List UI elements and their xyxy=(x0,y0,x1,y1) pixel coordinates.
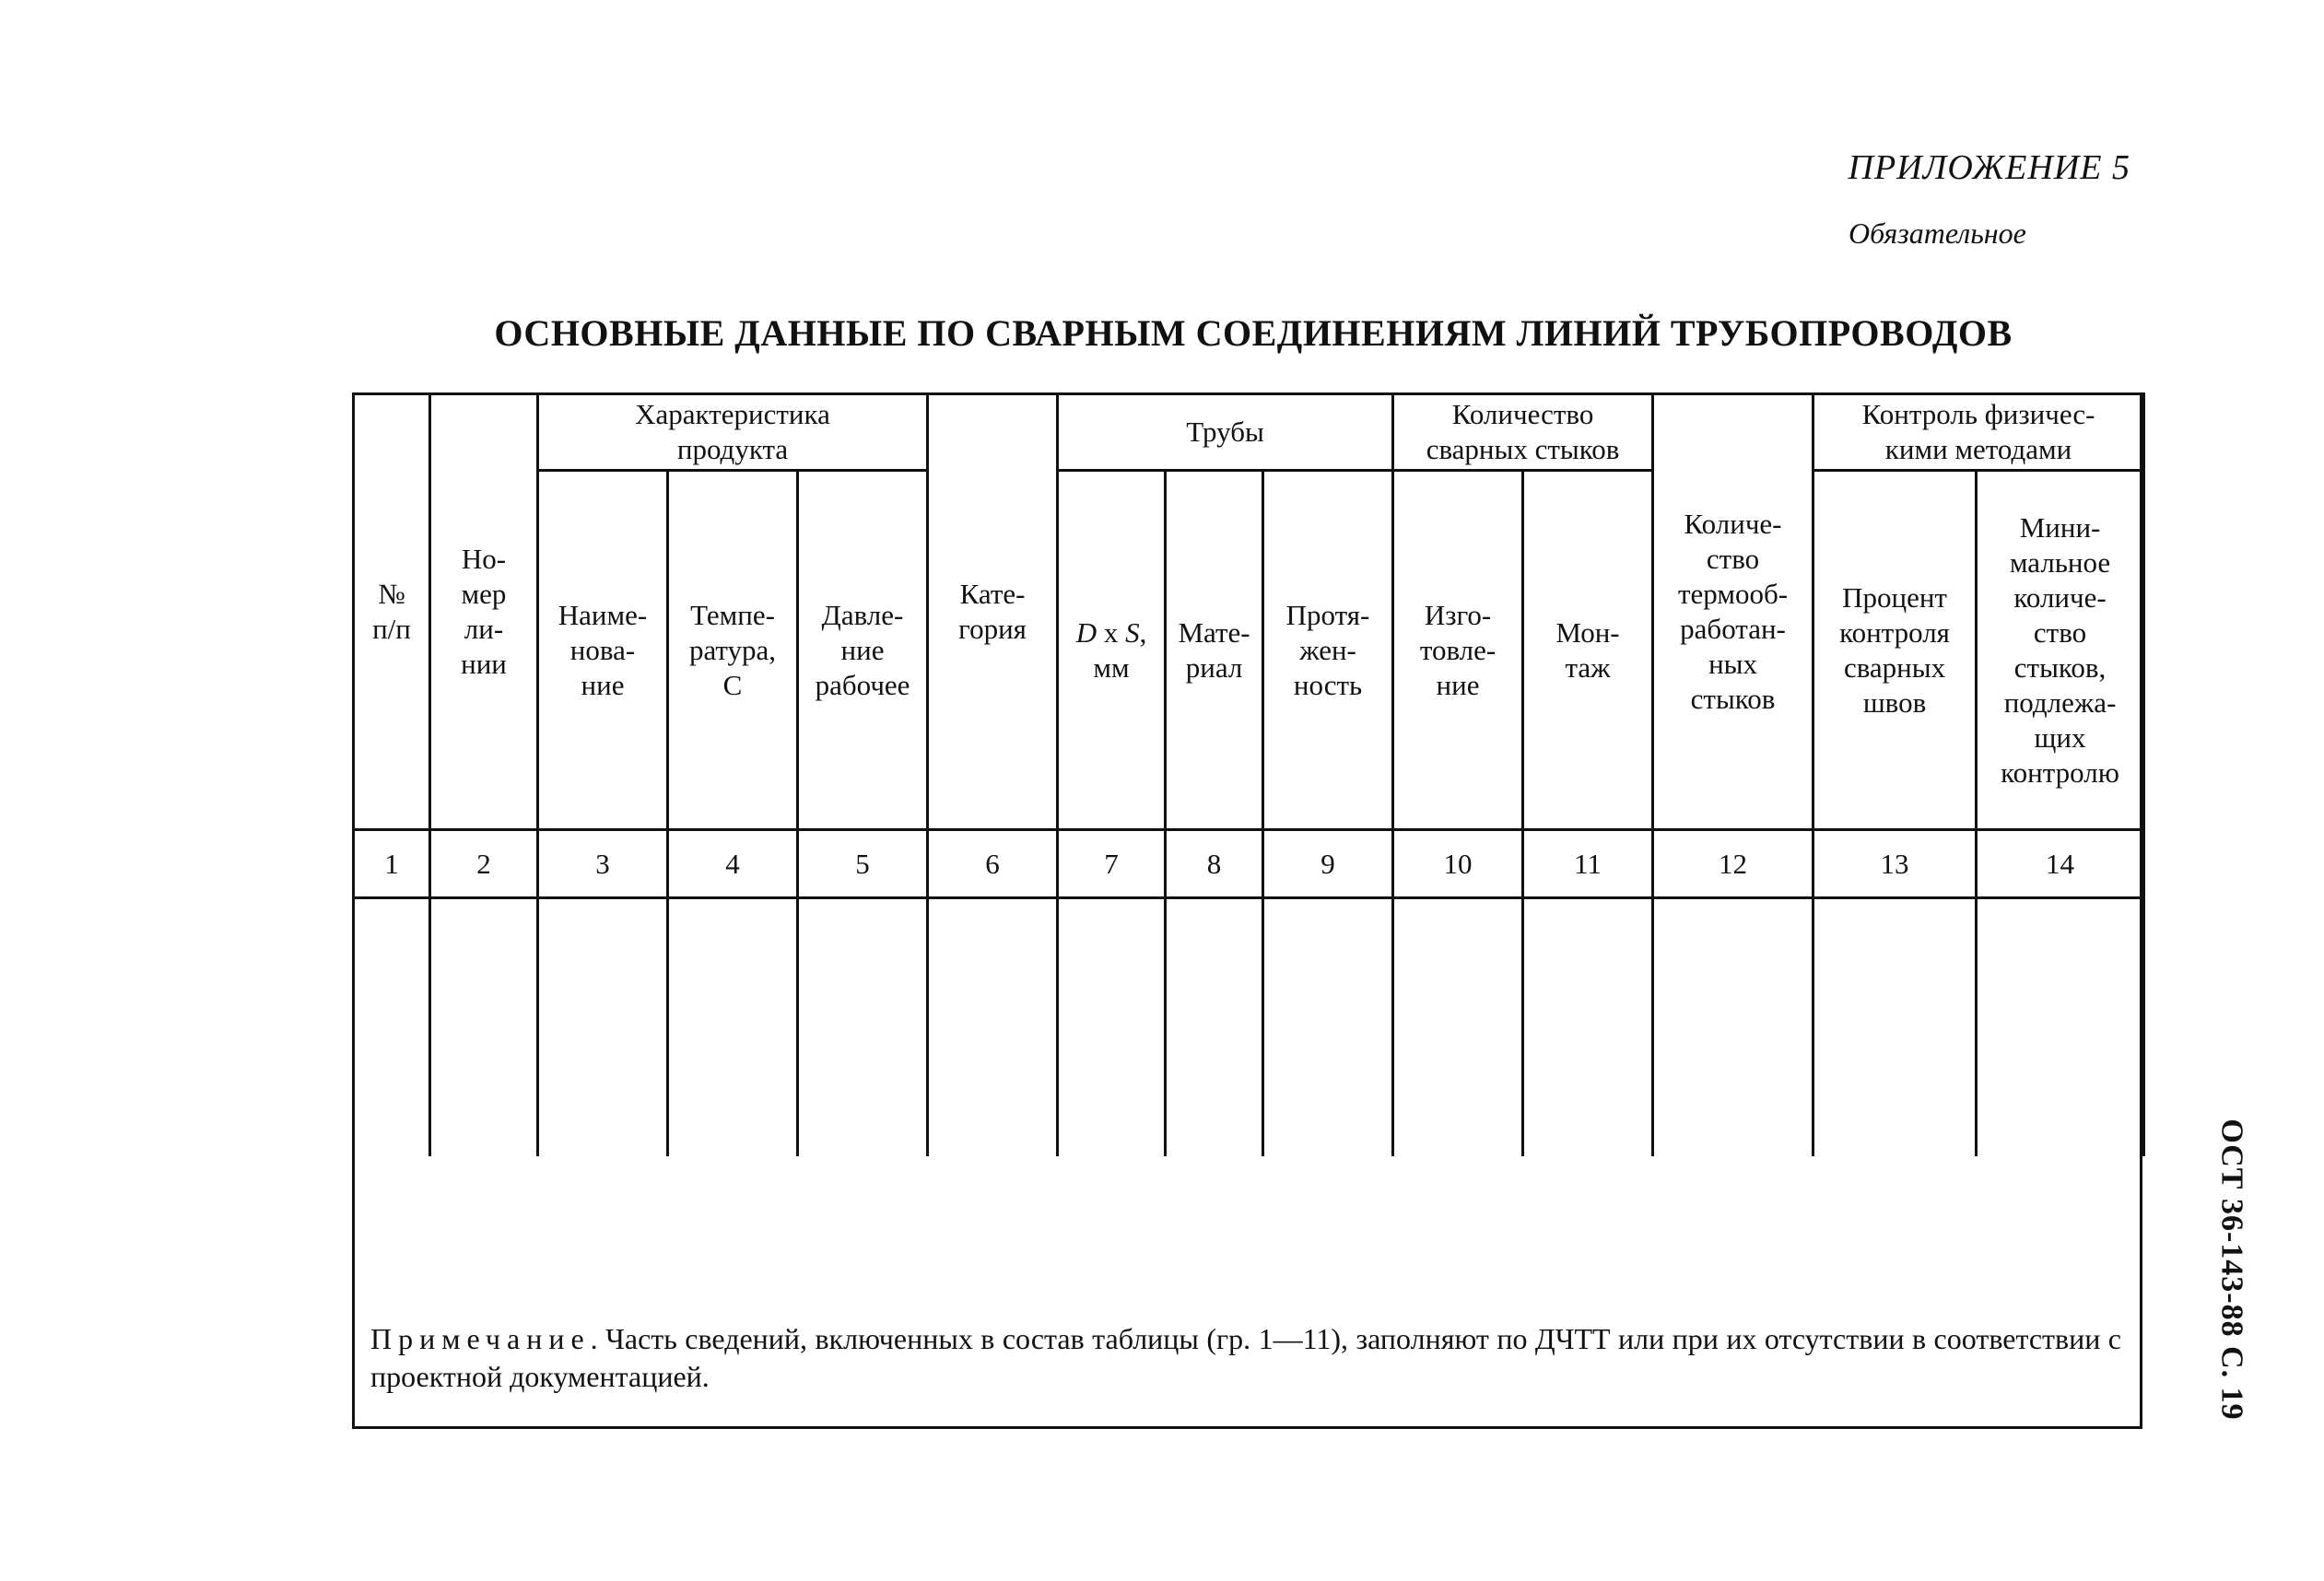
empty-cell xyxy=(1653,898,1813,1156)
empty-cell xyxy=(928,898,1058,1156)
header-control-group: Контроль физичес- кими методами xyxy=(1813,394,2144,471)
page-title: ОСНОВНЫЕ ДАННЫЕ ПО СВАРНЫМ СОЕДИНЕНИЯМ ЛИНИЙ ТРУБОПРОВОДОВ xyxy=(494,312,2013,354)
empty-cell xyxy=(430,898,538,1156)
header-material: Мате- риал xyxy=(1166,471,1263,830)
dxs-rest: , мм xyxy=(1093,615,1147,684)
header-product-group: Характеристика продукта xyxy=(538,394,928,471)
dxs-s: S xyxy=(1125,615,1140,649)
header-pressure: Давле- ние рабочее xyxy=(798,471,928,830)
column-number: 12 xyxy=(1653,830,1813,898)
welds-table xyxy=(352,392,2145,1156)
empty-cell xyxy=(1393,898,1523,1156)
header-heat-treated: Количе- ство термооб- работан- ных стыков xyxy=(1653,394,1813,830)
column-number: 11 xyxy=(1523,830,1653,898)
column-number: 3 xyxy=(538,830,668,898)
header-temperature: Темпе- ратура, С xyxy=(668,471,798,830)
header-manufacture: Изго- товле- ние xyxy=(1393,471,1523,830)
header-joints-group: Количество сварных стыков xyxy=(1393,394,1653,471)
dxs-d: D xyxy=(1075,615,1097,649)
empty-cell xyxy=(538,898,668,1156)
dxs-x: х xyxy=(1097,615,1126,649)
column-number: 7 xyxy=(1058,830,1166,898)
header-line-number: Но- мер ли- нии xyxy=(430,394,538,830)
column-number: 14 xyxy=(1977,830,2144,898)
empty-cell xyxy=(1977,898,2144,1156)
empty-cell xyxy=(1813,898,1977,1156)
column-number: 4 xyxy=(668,830,798,898)
header-dxs xyxy=(1058,471,1166,830)
column-number: 2 xyxy=(430,830,538,898)
table-note xyxy=(370,1320,2121,1396)
appendix-label: ПРИЛОЖЕНИЕ 5 xyxy=(1848,148,2130,187)
column-number: 5 xyxy=(798,830,928,898)
header-pipes-group: Трубы xyxy=(1058,394,1393,471)
empty-cell xyxy=(1523,898,1653,1156)
empty-cell xyxy=(1058,898,1166,1156)
header-min-joints: Мини- мальное количе- ство стыков, подлежа- щих контролю xyxy=(1977,471,2144,830)
column-number: 6 xyxy=(928,830,1058,898)
header-category: Кате- гория xyxy=(928,394,1058,830)
header-length: Протя- жен- ность xyxy=(1263,471,1393,830)
header-control-percent: Процент контроля сварных швов xyxy=(1813,471,1977,830)
empty-cell xyxy=(354,898,430,1156)
column-number: 13 xyxy=(1813,830,1977,898)
header-name: Наиме- нова- ние xyxy=(538,471,668,830)
side-label-text: ОСТ 36-143-88 С. 19 xyxy=(2215,1118,2250,1421)
empty-cell xyxy=(1166,898,1263,1156)
header-assembly: Мон- таж xyxy=(1523,471,1653,830)
empty-cell xyxy=(1263,898,1393,1156)
note-label: Примечание xyxy=(370,1322,591,1355)
column-number: 9 xyxy=(1263,830,1393,898)
column-number: 10 xyxy=(1393,830,1523,898)
mandatory-label: Обязательное xyxy=(1849,217,2026,250)
column-number: 8 xyxy=(1166,830,1263,898)
document-side-label xyxy=(2203,1110,2260,1428)
note-text: . Часть сведений, включенных в состав таблицы (гр. 1—11), заполняют по ДЧТТ или при их отсутствии в соответствии с проектной документацией. xyxy=(370,1322,2121,1393)
empty-cell xyxy=(668,898,798,1156)
empty-cell xyxy=(798,898,928,1156)
header-no: № п/п xyxy=(354,394,430,830)
column-number: 1 xyxy=(354,830,430,898)
